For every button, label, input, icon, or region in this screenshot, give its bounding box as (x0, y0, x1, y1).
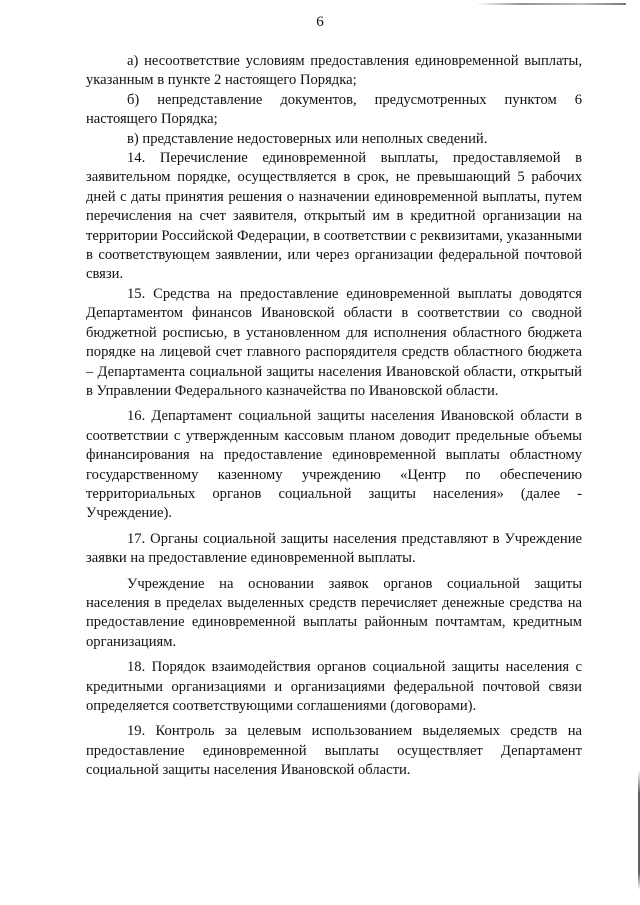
paragraph-clause-15: 15. Средства на предоставление единовременной выплаты доводятся Департаментом финансов Ивановской области в соответствии со сводной бюджетной росписью, в установленном для исполнения областного бюджета порядке на лицевой счет главного распорядителя средств областного бюджета – Департамента социальной защиты населения Ивановской области, открытый в Управлении Федерального казначейства по Ивановской области. (86, 285, 582, 399)
paragraph-item-v: в) представление недостоверных или неполных сведений. (127, 130, 488, 147)
paragraph-clause-19: 19. Контроль за целевым использованием выделяемых средств на предоставление единовременной выплаты осуществляет Департамент социальной защиты населения Ивановской области. (86, 723, 582, 779)
paragraph-clause-14: 14. Перечисление единовременной выплаты, предоставляемой в заявительном порядке, осуществляется в срок, не превышающий 5 рабочих дней с даты принятия решения о назначении единовременной выплаты, путем перечисления на счет заявителя, открытый им в кредитной организации на территории Российской Федерации, в соответствии с реквизитами, указанными в соответствующем заявлении, или через организации федеральной почтовой связи. (86, 150, 582, 283)
scan-artifact-top (476, 3, 626, 5)
paragraph-clause-17-continued: Учреждение на основании заявок органов социальной защиты населения в пределах выделенных средств перечисляет денежные средства на предоставление единовременной выплаты районным почтамтам, кредитным организациям. (86, 575, 582, 650)
paragraph-clause-17: 17. Органы социальной защиты населения представляют в Учреждение заявки на предоставление единовременной выплаты. (86, 530, 582, 567)
paragraph-clause-18: 18. Порядок взаимодействия органов социальной защиты населения с кредитными организациями и организациями федеральной почтовой связи определяется соответствующими соглашениями (договорами). (86, 659, 582, 714)
page-number: 6 (316, 14, 324, 30)
paragraph-item-b: б) непредставление документов, предусмотренных пунктом 6 настоящего Порядка; (86, 91, 582, 128)
document-body (86, 52, 582, 781)
paragraph-item-a: а) несоответствие условиям предоставления единовременной выплаты, указанным в пункте 2 настоящего Порядка; (86, 53, 582, 89)
paragraph-clause-16: 16. Департамент социальной защиты населения Ивановской области в соответствии с утвержденным кассовым планом доводит предельные объемы финансирования на предоставление единовременной выплаты областному государственному казенному учреждению «Центр по обеспечению территориальных органов социальной защиты населения» (далее - Учреждение). (86, 408, 582, 522)
